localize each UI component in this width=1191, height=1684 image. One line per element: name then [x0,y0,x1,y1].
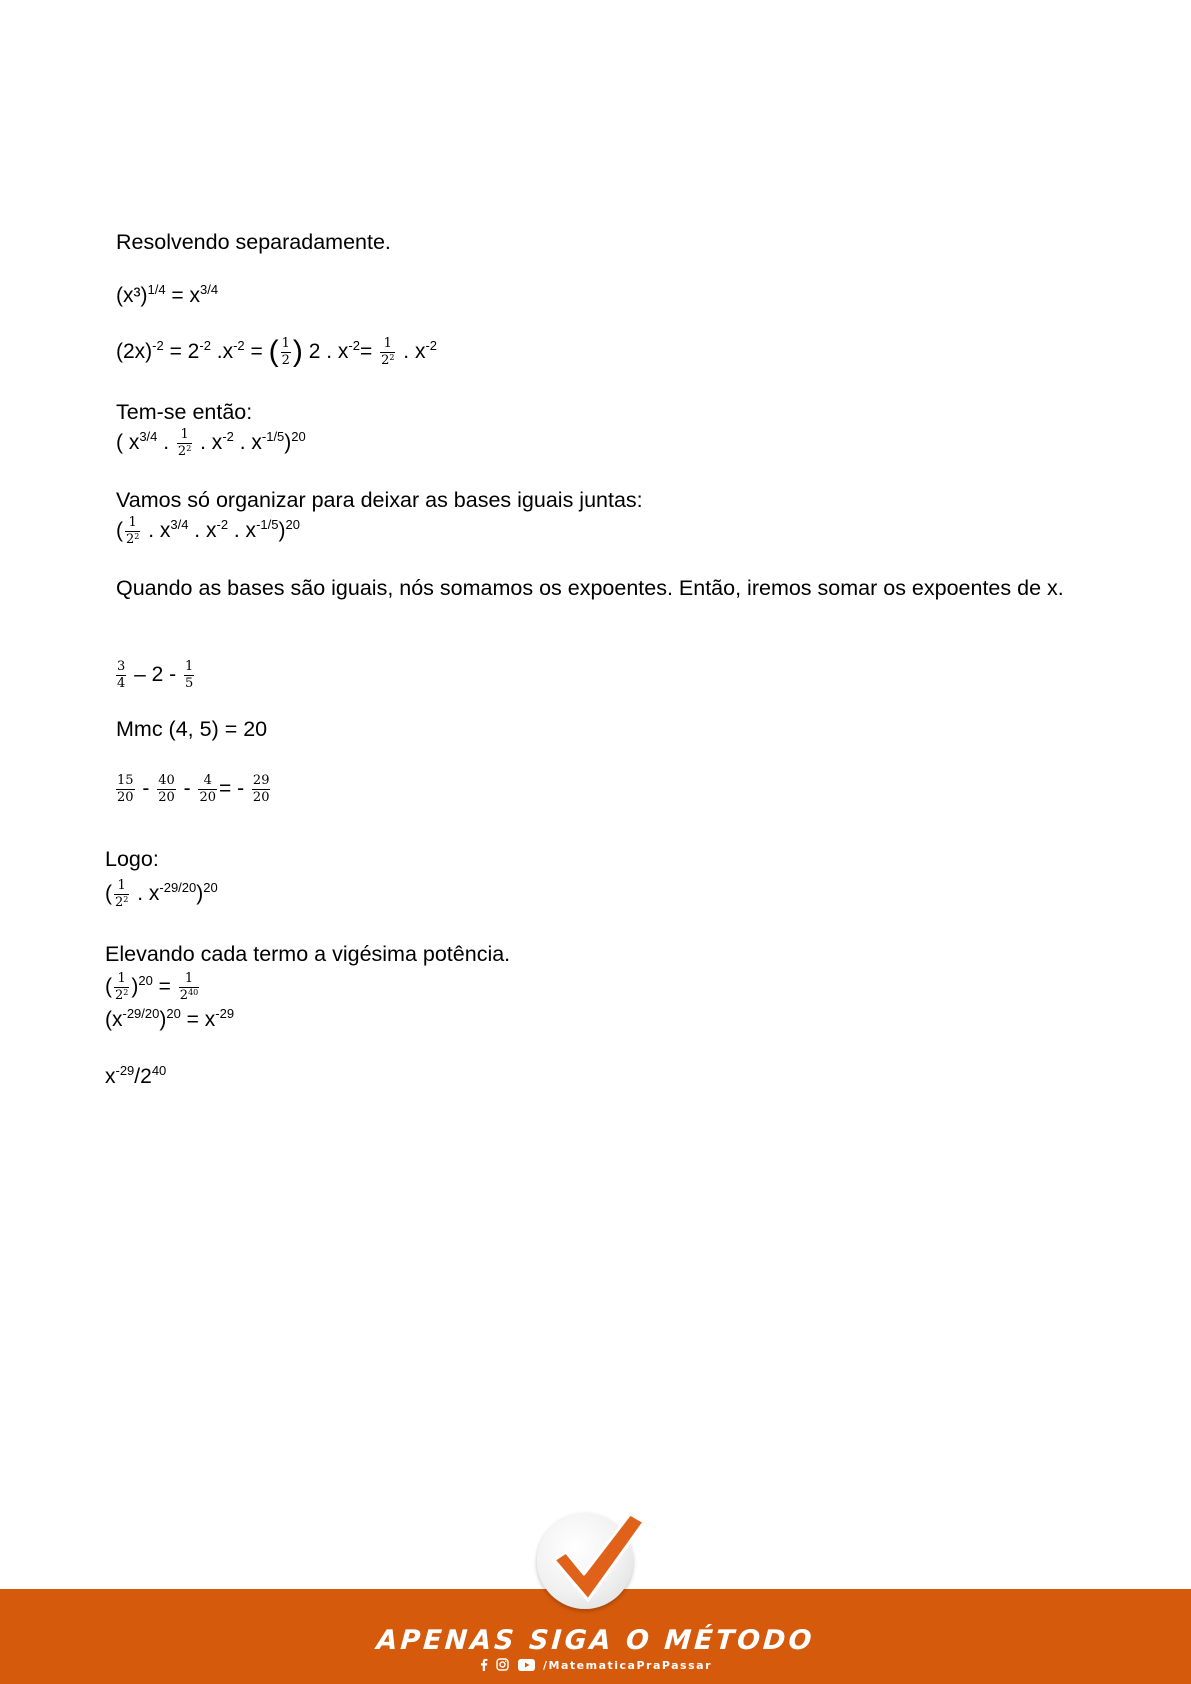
checkmark-icon [540,1508,650,1608]
label-logo: Logo: [105,847,159,871]
label-vamos: Vamos só organizar para deixar as bases iguais juntas: [116,488,643,512]
footer-social [0,1658,1191,1674]
instagram-icon [496,1658,509,1674]
equation-8: ( $\frac{1}{2^2}$ )$^{20}$ = $\frac{1}{2^{40}}$ [105,971,199,1003]
equation-3: ( $x^{3/4}$ . $\frac{1}{2^2}$ . $x^{-2}$ . $x^{-1/5})^{20}$ [116,427,306,459]
youtube-icon [518,1659,535,1674]
final-answer: $x^{-29}/2^{40}$ [105,1063,167,1088]
social-handle: /MatematicaPraPassar [543,1659,713,1672]
equation-6: $\frac{15}{20}$ - $\frac{40}{20}$ - $\frac{4}{20}$ = - $\frac{29}{20}$ [117,773,270,805]
equation-5: $\frac{3}{4}$ – 2 - $\frac{1}{5}$ [117,659,194,691]
equation-4: ( $\frac{1}{2^2}$ . $x^{3/4}$ . $x^{-2}$ . $x^{-1/5})^{20}$ [116,515,300,547]
equation-7: ( $\frac{1}{2^2}$ . $x^{-29/20})^{20}$ [105,878,218,910]
heading-resolvendo: Resolvendo separadamente. [116,230,391,254]
paragraph-quando: Quando as bases são iguais, nós somamos os expoentes. Então, iremos somar os expoentes de x. [116,576,1064,600]
label-mmc: Mmc (4, 5) = 20 [116,717,268,741]
equation-2: $(2x)^{-2} = 2^{-2}$ $.x^{-2}$ = ( $\frac{1}{2}$ ) 2 . $x^{-2}=$ $\frac{1}{2^2}$ . $x^{-2}$ [116,335,438,369]
facebook-icon [479,1658,488,1674]
label-tem-se: Tem-se então: [116,400,253,424]
footer-slogan: APENAS SIGA O MÉTODO [375,1625,816,1656]
label-elevando: Elevando cada termo a vigésima potência. [105,942,511,966]
equation-1: $(x^3)^{1/4} = x^{3/4}$ [116,282,219,307]
equation-9: $(x^{-29/20})^{20} = x^{-29}$ [105,1006,235,1031]
